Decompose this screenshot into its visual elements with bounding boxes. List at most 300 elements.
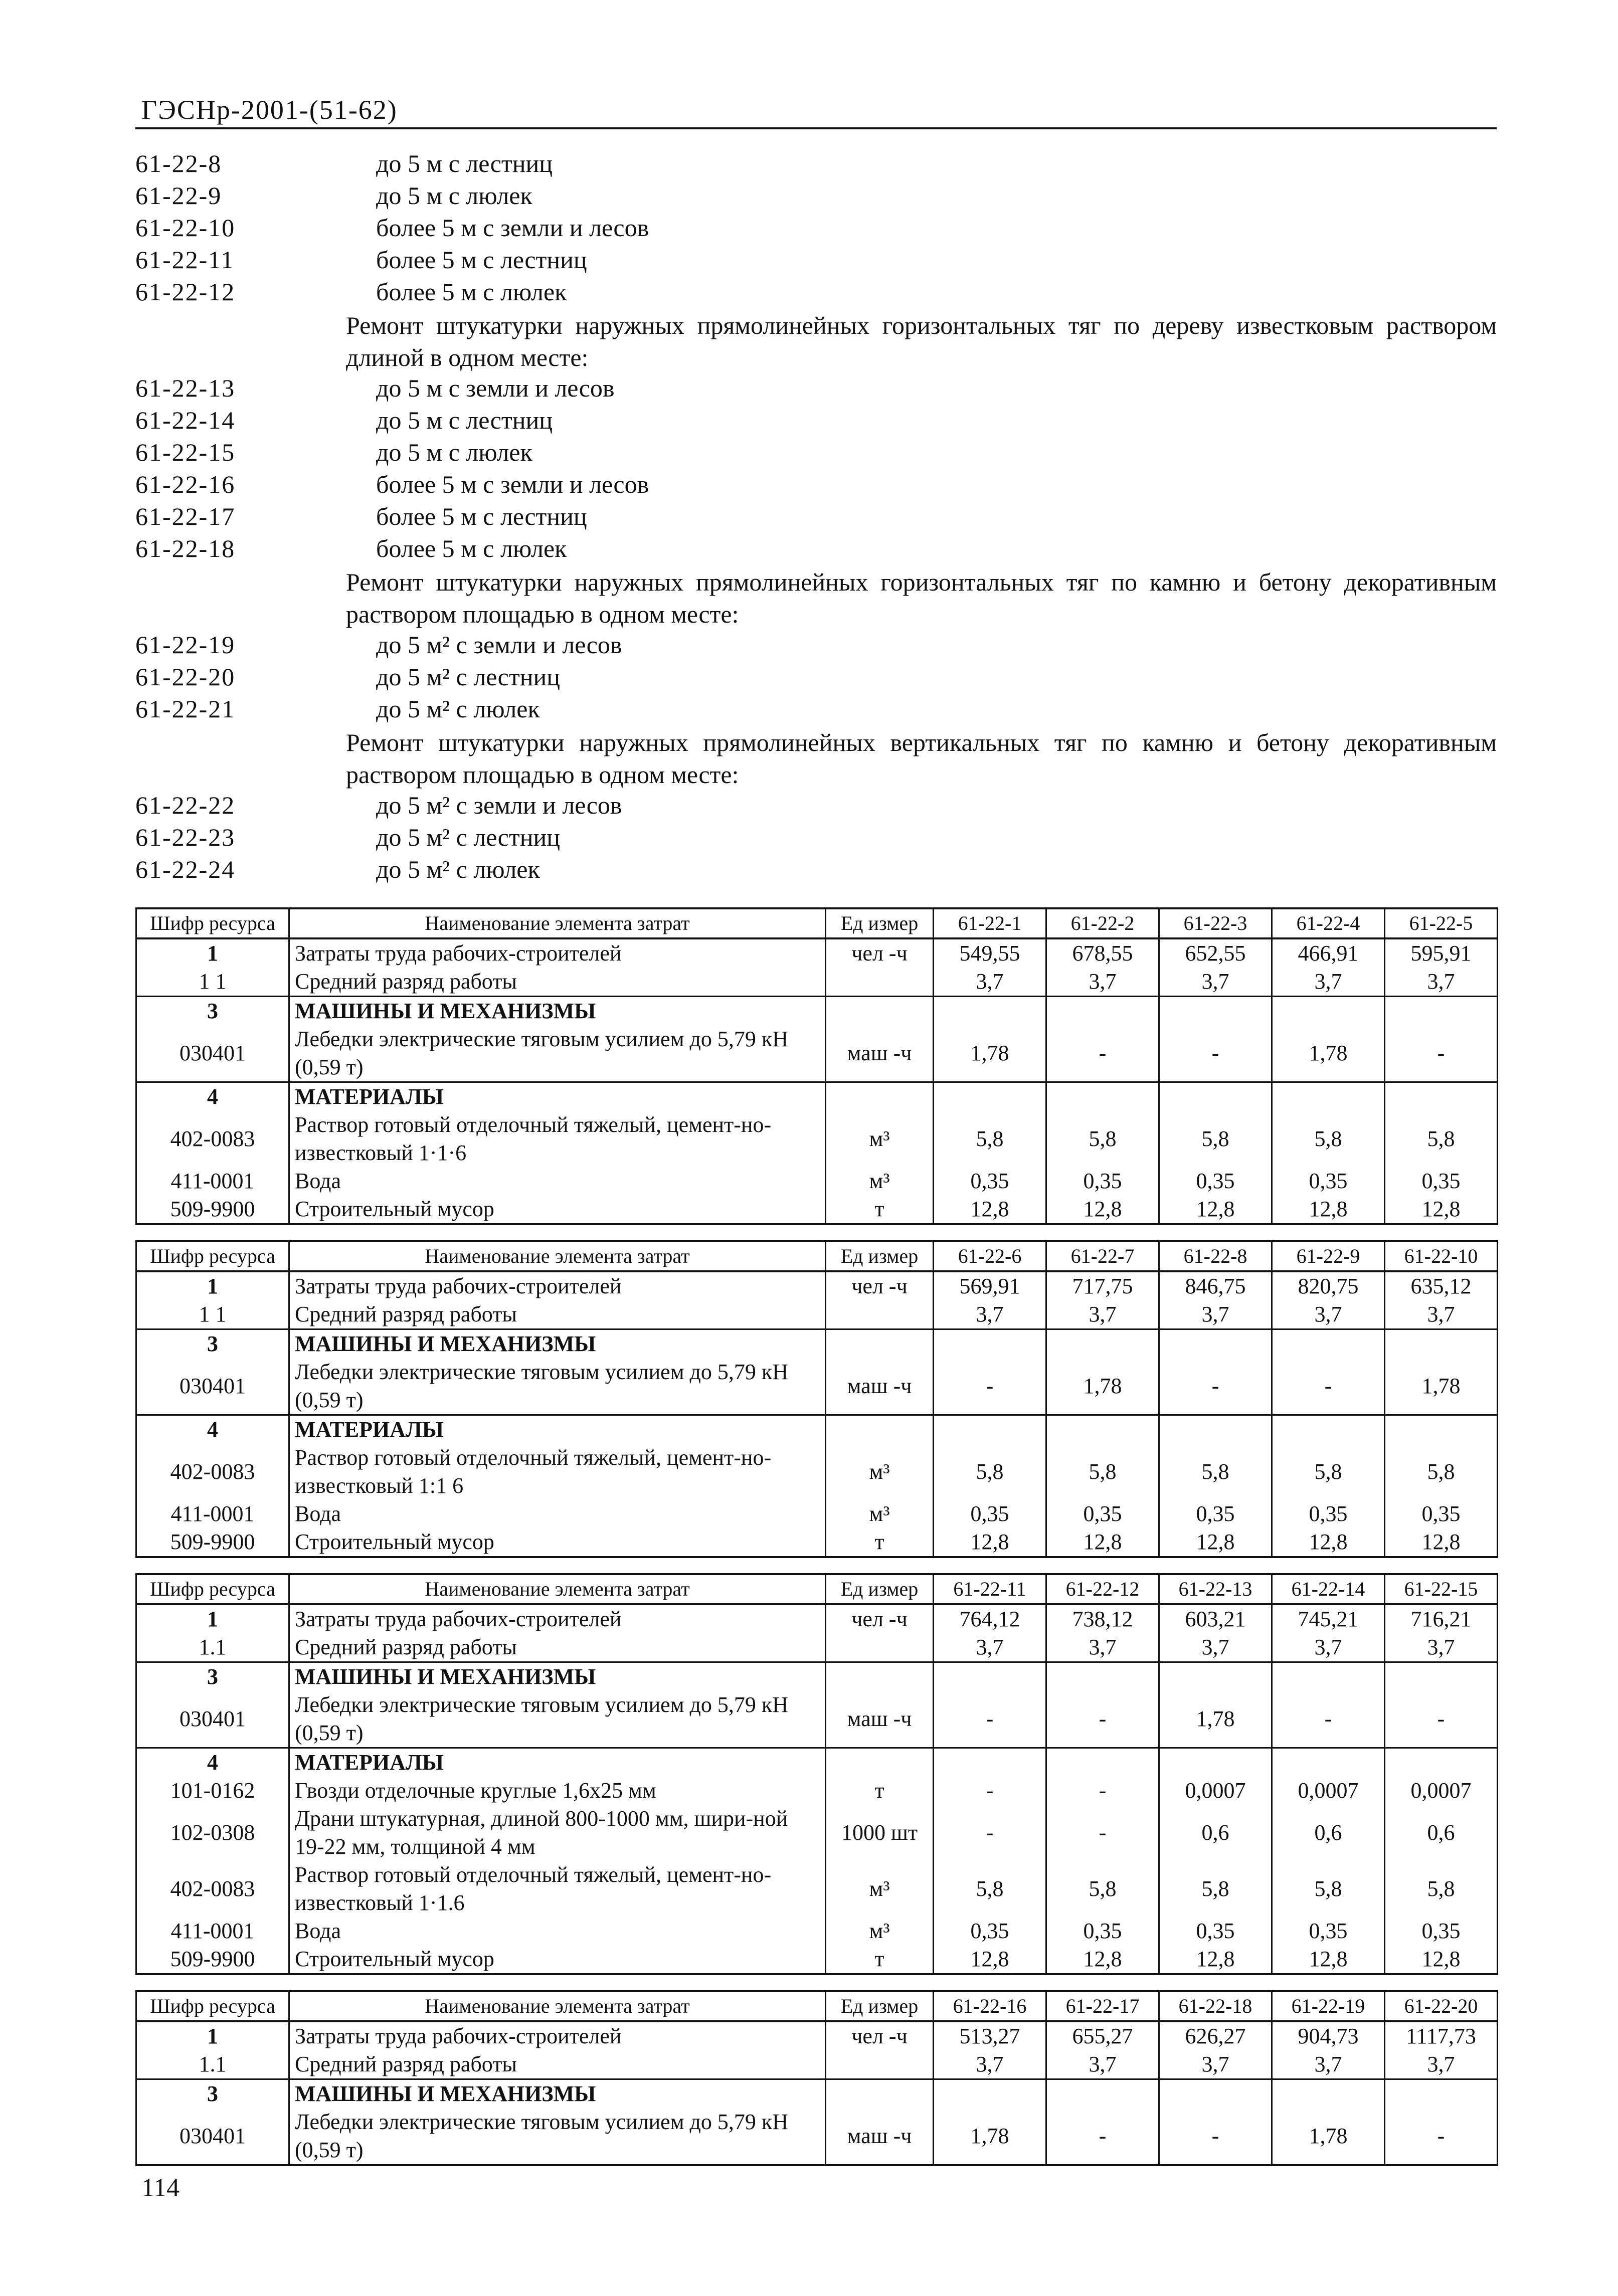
row-value [1385,2079,1498,2109]
row-unit: маш -ч [826,1025,934,1082]
row-value: - [1046,1805,1159,1861]
header-unit: Ед измер [826,908,934,938]
table-row [136,1777,1498,1805]
row-value: 3,7 [934,2050,1046,2079]
row-value: 3,7 [934,1300,1046,1329]
row-name: Раствор готовый отделочный тяжелый, цемент-но-известковый 1·1.6 [289,1861,826,1917]
item-text: более 5 м с люлек [376,534,567,562]
row-unit: м³ [826,1444,934,1500]
row-value: 0,35 [1385,1917,1498,1945]
row-value: 5,8 [1272,1111,1385,1167]
row-value: - [1046,1025,1159,1082]
page-number: 114 [141,2174,180,2202]
row-value: - [1159,2108,1272,2165]
row-value [1272,1415,1385,1444]
row-value: 655,27 [1046,2021,1159,2050]
list-item [135,534,1497,566]
row-code: 1.1 [136,2050,289,2079]
item-code: 61-22-19 [135,631,236,659]
item-code: 61-22-8 [135,149,222,177]
row-value [1385,1748,1498,1777]
item-text: до 5 м² с лестниц [376,663,560,691]
row-value: 0,35 [1159,1500,1272,1528]
row-code: 3 [136,2079,289,2109]
row-code: 1 [136,938,289,968]
header-name: Наименование элемента затрат [289,908,826,938]
table-row [136,1025,1498,1082]
row-value [1159,1748,1272,1777]
row-value: 12,8 [1272,1528,1385,1557]
header-code: Шифр ресурса [136,1574,289,1604]
row-value [1046,2079,1159,2109]
item-text: более 5 м с лестниц [376,502,587,530]
list-item [135,694,1497,726]
row-unit: чел -ч [826,938,934,968]
row-unit: 1000 шт [826,1805,934,1861]
row-value [1385,1415,1498,1444]
row-name: Драни штукатурная, длиной 800-1000 мм, шири-ной 19-22 мм, толщиной 4 мм [289,1805,826,1861]
list-item [135,855,1497,887]
row-value: 626,27 [1159,2021,1272,2050]
row-value [1159,1329,1272,1359]
table-header-row [136,1241,1498,1271]
row-name: Лебедки электрические тяговым усилием до 5,79 кН (0,59 т) [289,1025,826,1082]
header-norm-code: 61-22-6 [934,1241,1046,1271]
row-value: 0,35 [934,1167,1046,1195]
list-item [135,791,1497,823]
row-value: 3,7 [934,1633,1046,1662]
row-value: 5,8 [1159,1444,1272,1500]
row-value: 0,35 [1046,1500,1159,1528]
row-name: Затраты труда рабочих-строителей [289,1271,826,1300]
item-code: 61-22-14 [135,406,236,434]
header-norm-code: 61-22-19 [1272,1991,1385,2021]
table-row [136,1167,1498,1195]
header-unit: Ед измер [826,1574,934,1604]
row-unit: м³ [826,1167,934,1195]
row-name: Лебедки электрические тяговым усилием до 5,79 кН (0,59 т) [289,1691,826,1748]
row-name: Средний разряд работы [289,2050,826,2079]
header-code: Шифр ресурса [136,908,289,938]
header-norm-code: 61-22-17 [1046,1991,1159,2021]
table-row [136,1444,1498,1500]
item-code: 61-22-11 [135,246,235,274]
row-unit: маш -ч [826,1358,934,1415]
row-value: 12,8 [1046,1528,1159,1557]
row-unit: чел -ч [826,2021,934,2050]
row-code: 1.1 [136,1633,289,1662]
row-value: 716,21 [1385,1604,1498,1633]
item-code: 61-22-9 [135,181,222,210]
row-name: Средний разряд работы [289,1300,826,1329]
row-value: - [1385,2108,1498,2165]
row-unit [826,1300,934,1329]
table-row [136,1271,1498,1300]
row-value: 3,7 [1385,1300,1498,1329]
row-value: 0,35 [934,1917,1046,1945]
row-value: 3,7 [1159,1300,1272,1329]
table-row [136,1945,1498,1974]
row-value: 904,73 [1272,2021,1385,2050]
table-row [136,968,1498,997]
header-norm-code: 61-22-1 [934,908,1046,938]
row-name: Средний разряд работы [289,1633,826,1662]
row-value: - [1272,1691,1385,1748]
row-value: 603,21 [1159,1604,1272,1633]
row-code: 509-9900 [136,1195,289,1224]
row-code: 030401 [136,1025,289,1082]
row-code: 030401 [136,2108,289,2165]
row-value: 764,12 [934,1604,1046,1633]
row-value: 820,75 [1272,1271,1385,1300]
row-name: Затраты труда рабочих-строителей [289,1604,826,1633]
header-norm-code: 61-22-4 [1272,908,1385,938]
row-value: 5,8 [1385,1861,1498,1917]
header-norm-code: 61-22-20 [1385,1991,1498,2021]
row-code: 411-0001 [136,1500,289,1528]
row-value: 3,7 [1046,968,1159,997]
row-value: 1,78 [1272,1025,1385,1082]
row-code: 402-0083 [136,1444,289,1500]
row-code: 402-0083 [136,1861,289,1917]
item-code: 61-22-10 [135,214,236,242]
resource-table [135,1990,1498,2166]
list-item [135,630,1497,662]
header-norm-code: 61-22-10 [1385,1241,1498,1271]
row-value: 12,8 [1272,1195,1385,1224]
row-value [1046,1415,1159,1444]
list-item [135,245,1497,277]
header-norm-code: 61-22-12 [1046,1574,1159,1604]
row-value: 3,7 [1046,1300,1159,1329]
section-title: МАТЕРИАЛЫ [289,1415,826,1444]
row-value: - [934,1358,1046,1415]
section-row [136,997,1498,1026]
row-unit [826,997,934,1026]
row-value: - [1046,1691,1159,1748]
row-name: Раствор готовый отделочный тяжелый, цемент-но-известковый 1·1·6 [289,1111,826,1167]
row-unit: м³ [826,1861,934,1917]
row-value: 1,78 [1159,1691,1272,1748]
section-row [136,1329,1498,1359]
list-item [135,181,1497,213]
row-value: 0,6 [1272,1805,1385,1861]
row-value: 3,7 [934,968,1046,997]
row-unit: маш -ч [826,1691,934,1748]
row-value: 12,8 [1159,1528,1272,1557]
row-value: 3,7 [1385,2050,1498,2079]
row-value [1385,1329,1498,1359]
row-value [934,1329,1046,1359]
resource-tables [135,907,1497,2181]
table-row [136,2021,1498,2050]
row-name: Вода [289,1917,826,1945]
row-value: 12,8 [1159,1195,1272,1224]
item-text: до 5 м² с земли и лесов [376,631,622,659]
item-text: более 5 м с люлек [376,278,567,306]
header-norm-code: 61-22-7 [1046,1241,1159,1271]
row-value [1159,2079,1272,2109]
list-item [135,213,1497,245]
row-value: 0,35 [1159,1917,1272,1945]
document-header: ГЭСНр-2001-(51-62) [141,95,398,125]
row-unit [826,1662,934,1691]
row-value: - [1046,1777,1159,1805]
row-value: 12,8 [934,1945,1046,1974]
table-row [136,1861,1498,1917]
row-code: 030401 [136,1358,289,1415]
header-norm-code: 61-22-3 [1159,908,1272,938]
row-unit [826,968,934,997]
row-value: 595,91 [1385,938,1498,968]
row-value: 0,0007 [1272,1777,1385,1805]
item-code: 61-22-21 [135,695,236,723]
header-code: Шифр ресурса [136,1241,289,1271]
item-text: до 5 м с лестниц [376,406,553,434]
row-value: 745,21 [1272,1604,1385,1633]
row-value [934,1662,1046,1691]
row-value: - [1159,1358,1272,1415]
section-row [136,1748,1498,1777]
table-row [136,1300,1498,1329]
row-unit [826,1633,934,1662]
row-code: 3 [136,997,289,1026]
header-norm-code: 61-22-5 [1385,908,1498,938]
item-text: до 5 м с земли и лесов [376,374,615,402]
section-row [136,1415,1498,1444]
section-title: МАШИНЫ И МЕХАНИЗМЫ [289,2079,826,2109]
row-value [934,2079,1046,2109]
row-value: 652,55 [1159,938,1272,968]
row-value: 12,8 [1385,1945,1498,1974]
row-value: 1,78 [1272,2108,1385,2165]
header-unit: Ед измер [826,1241,934,1271]
row-unit [826,1082,934,1111]
row-code: 4 [136,1082,289,1111]
table-header-row [136,908,1498,938]
item-code: 61-22-16 [135,470,236,498]
row-value: 738,12 [1046,1604,1159,1633]
row-unit [826,2079,934,2109]
row-value: 12,8 [1159,1945,1272,1974]
row-name: Лебедки электрические тяговым усилием до 5,79 кН (0,59 т) [289,2108,826,2165]
row-value: 5,8 [1385,1444,1498,1500]
row-unit: т [826,1777,934,1805]
row-value [1272,1748,1385,1777]
row-code: 1 [136,1604,289,1633]
row-value: 0,35 [1272,1917,1385,1945]
row-name: Строительный мусор [289,1195,826,1224]
row-name: Затраты труда рабочих-строителей [289,938,826,968]
list-item [135,823,1497,855]
row-value [1159,1082,1272,1111]
row-unit: маш -ч [826,2108,934,2165]
row-code: 3 [136,1329,289,1359]
table-row [136,1805,1498,1861]
header-norm-code: 61-22-14 [1272,1574,1385,1604]
resource-table [135,1240,1498,1558]
row-value [1272,2079,1385,2109]
list-item [135,662,1497,694]
row-value: 5,8 [1159,1111,1272,1167]
row-value: 3,7 [1272,968,1385,997]
row-value [1385,1082,1498,1111]
header-name: Наименование элемента затрат [289,1574,826,1604]
row-value: 0,35 [1046,1917,1159,1945]
row-value: 12,8 [1272,1945,1385,1974]
row-value: 5,8 [1159,1861,1272,1917]
section-description: Ремонт штукатурки наружных прямолинейных вертикальных тяг по камню и бетону декоративным раствором площадью в одном месте: [346,728,1497,789]
section-title: МАШИНЫ И МЕХАНИЗМЫ [289,1329,826,1359]
item-text: до 5 м² с люлек [376,855,540,883]
row-value [1385,1662,1498,1691]
row-value: 0,35 [1046,1167,1159,1195]
header-norm-code: 61-22-11 [934,1574,1046,1604]
row-value: 3,7 [1385,968,1498,997]
row-value: 846,75 [1159,1271,1272,1300]
row-name: Лебедки электрические тяговым усилием до 5,79 кН (0,59 т) [289,1358,826,1415]
row-value: 5,8 [934,1111,1046,1167]
row-value: 5,8 [1046,1111,1159,1167]
row-code: 1 [136,1271,289,1300]
row-value: 12,8 [1046,1945,1159,1974]
header-name: Наименование элемента затрат [289,1991,826,2021]
header-norm-code: 61-22-9 [1272,1241,1385,1271]
list-item [135,470,1497,502]
row-value: 3,7 [1046,2050,1159,2079]
item-text: до 5 м² с земли и лесов [376,791,622,819]
row-code: 1 [136,2021,289,2050]
row-value [934,997,1046,1026]
row-value: 5,8 [934,1861,1046,1917]
item-text: более 5 м с лестниц [376,246,587,274]
list-item [135,406,1497,438]
table-row [136,2050,1498,2079]
table-row [136,938,1498,968]
item-code: 61-22-24 [135,855,236,883]
table-row [136,1500,1498,1528]
row-value: 0,6 [1385,1805,1498,1861]
item-text: до 5 м с люлек [376,181,532,210]
row-unit [826,1748,934,1777]
header-norm-code: 61-22-8 [1159,1241,1272,1271]
row-value [1272,997,1385,1026]
row-value: 1,78 [934,2108,1046,2165]
row-unit: т [826,1528,934,1557]
list-item [135,502,1497,534]
row-value: 0,35 [1385,1167,1498,1195]
section-title: МАТЕРИАЛЫ [289,1748,826,1777]
row-code: 102-0308 [136,1805,289,1861]
list-item [135,149,1497,181]
row-value [1272,1082,1385,1111]
row-code: 3 [136,1662,289,1691]
resource-table [135,1573,1498,1975]
row-value: - [1272,1358,1385,1415]
row-value: 3,7 [1046,1633,1159,1662]
row-value: - [1385,1025,1498,1082]
row-value: 0,35 [1272,1500,1385,1528]
row-value [934,1415,1046,1444]
row-value: 3,7 [1385,1633,1498,1662]
section-title: МАТЕРИАЛЫ [289,1082,826,1111]
row-value: 635,12 [1385,1271,1498,1300]
row-value: 3,7 [1272,1300,1385,1329]
row-value: 5,8 [1046,1861,1159,1917]
row-value: 3,7 [1159,968,1272,997]
header-name: Наименование элемента затрат [289,1241,826,1271]
row-value: 569,91 [934,1271,1046,1300]
row-code: 411-0001 [136,1167,289,1195]
table-row [136,1604,1498,1633]
row-value [1159,1415,1272,1444]
header-norm-code: 61-22-13 [1159,1574,1272,1604]
list-item [135,277,1497,309]
row-unit: т [826,1945,934,1974]
row-value: 0,35 [934,1500,1046,1528]
row-value: 12,8 [934,1528,1046,1557]
row-value: 717,75 [1046,1271,1159,1300]
section-title: МАШИНЫ И МЕХАНИЗМЫ [289,1662,826,1691]
row-value: 12,8 [1046,1195,1159,1224]
row-value: 5,8 [1046,1444,1159,1500]
row-name: Средний разряд работы [289,968,826,997]
table-header-row [136,1574,1498,1604]
row-value [1046,1662,1159,1691]
row-value: 12,8 [1385,1528,1498,1557]
row-code: 1 1 [136,1300,289,1329]
table-row [136,1917,1498,1945]
table-row [136,2108,1498,2165]
table-row [136,1111,1498,1167]
table-row [136,1358,1498,1415]
row-value: 12,8 [934,1195,1046,1224]
item-text: до 5 м² с люлек [376,695,540,723]
row-value: 513,27 [934,2021,1046,2050]
row-value: - [934,1805,1046,1861]
item-code: 61-22-22 [135,791,236,819]
row-value [1272,1329,1385,1359]
row-code: 1 1 [136,968,289,997]
row-value: 12,8 [1385,1195,1498,1224]
row-unit: м³ [826,1500,934,1528]
table-header-row [136,1991,1498,2021]
row-value [1046,1329,1159,1359]
row-value: 5,8 [1272,1444,1385,1500]
row-value: 549,55 [934,938,1046,968]
table-row [136,1633,1498,1662]
row-unit [826,1415,934,1444]
row-value: 1,78 [934,1025,1046,1082]
row-code: 4 [136,1748,289,1777]
header-norm-code: 61-22-18 [1159,1991,1272,2021]
row-value [1272,1662,1385,1691]
row-code: 101-0162 [136,1777,289,1805]
item-code: 61-22-20 [135,663,236,691]
row-value: 678,55 [1046,938,1159,968]
list-item [135,438,1497,470]
row-value [1385,997,1498,1026]
row-value: 5,8 [1272,1861,1385,1917]
row-name: Вода [289,1167,826,1195]
row-value: 1117,73 [1385,2021,1498,2050]
header-norm-code: 61-22-16 [934,1991,1046,2021]
header-divider [135,127,1497,129]
section-row [136,2079,1498,2109]
item-text: более 5 м с земли и лесов [376,214,649,242]
section-description: Ремонт штукатурки наружных прямолинейных горизонтальных тяг по дереву известковым раствором длиной в одном месте: [346,311,1497,371]
row-value: - [1385,1691,1498,1748]
